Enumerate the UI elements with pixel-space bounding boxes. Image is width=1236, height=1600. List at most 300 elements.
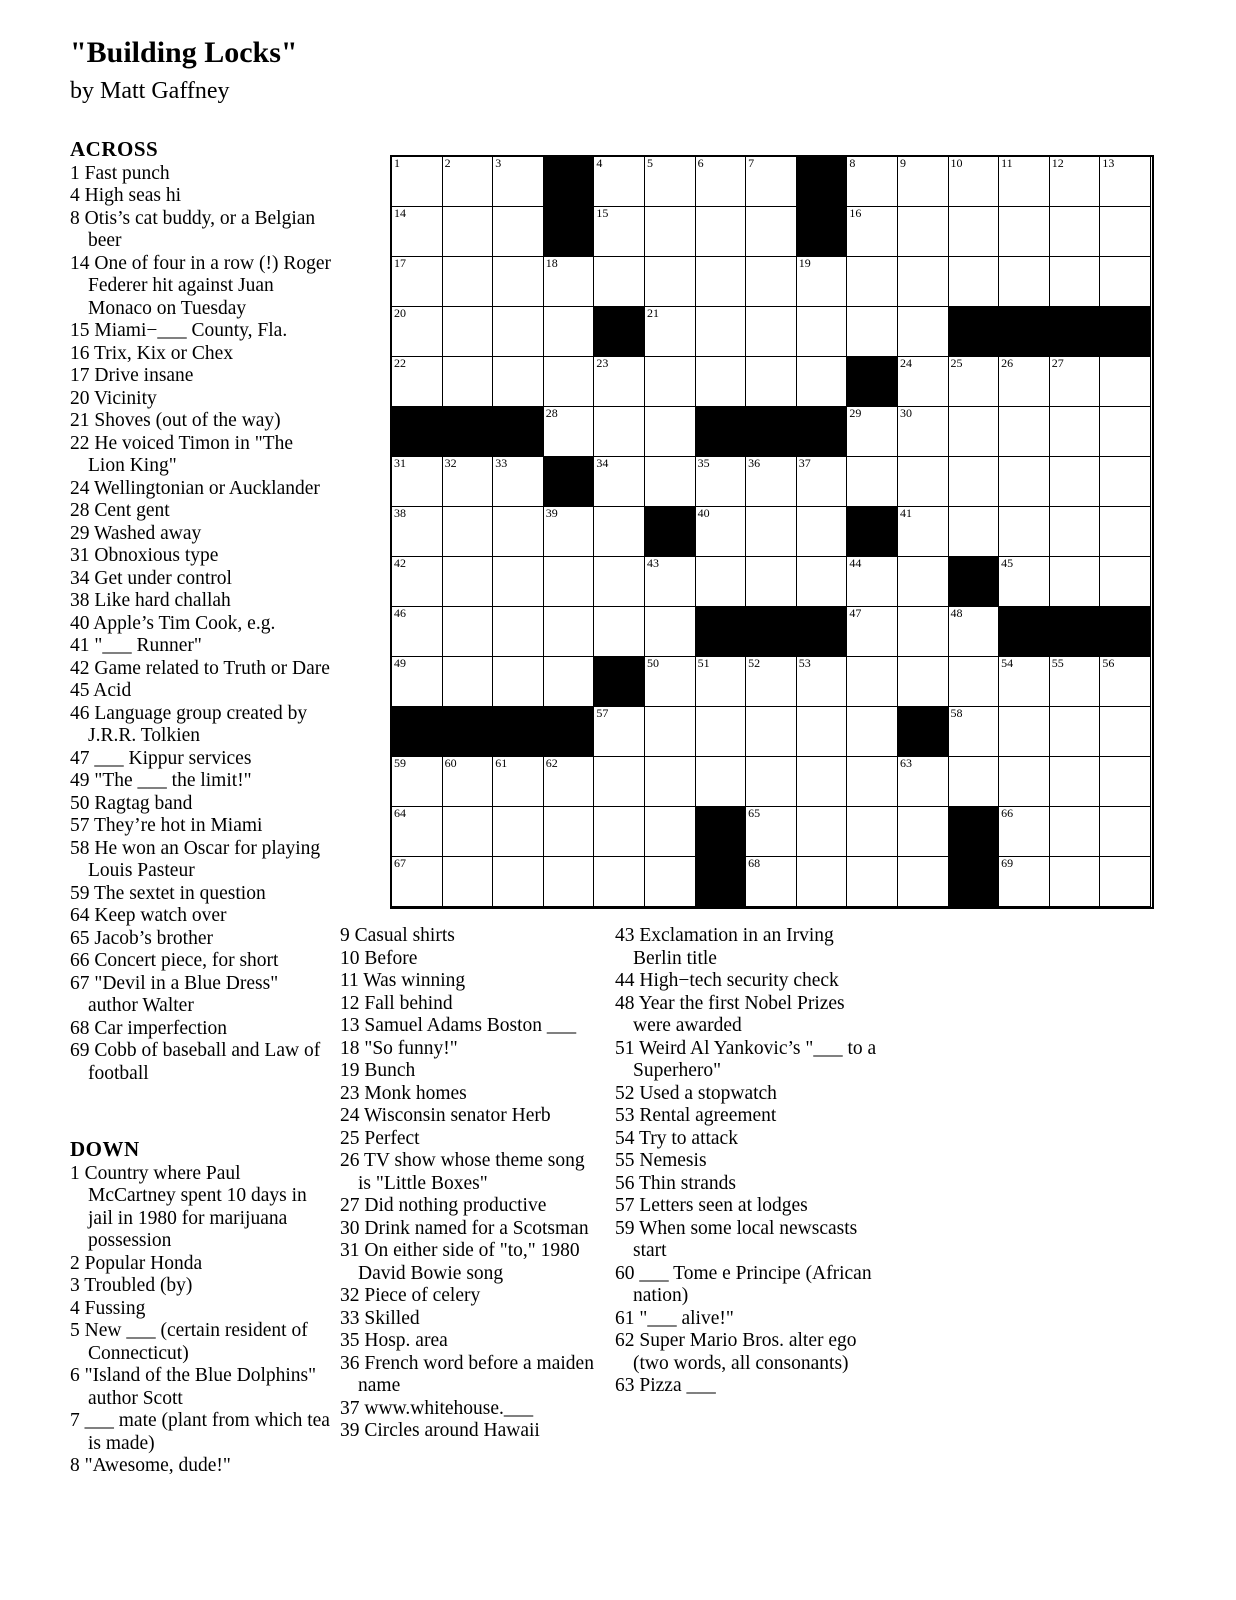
grid-cell-number: 61 — [495, 756, 508, 770]
clue-text: Exclamation in an Irving Berlin title — [633, 925, 834, 969]
clue-text: "Island of the Blue Dolphins" author Scott — [79, 1365, 317, 1409]
grid-cell[interactable] — [999, 357, 1050, 407]
grid-cell[interactable] — [797, 257, 848, 307]
grid-cell[interactable] — [898, 257, 949, 307]
grid-cell[interactable] — [1100, 407, 1151, 457]
grid-cell[interactable] — [645, 707, 696, 757]
grid-cell[interactable] — [1100, 457, 1151, 507]
grid-cell[interactable] — [797, 557, 848, 607]
grid-cell[interactable] — [594, 807, 645, 857]
clue-number: 39 — [340, 1420, 360, 1441]
clue-text: Drink named for a Scotsman — [359, 1217, 589, 1239]
grid-cell-block — [797, 157, 848, 207]
grid-cell[interactable] — [797, 807, 848, 857]
grid-cell[interactable] — [746, 357, 797, 407]
grid-cell-number: 19 — [798, 256, 811, 270]
grid-cell[interactable] — [847, 307, 898, 357]
grid-cell[interactable] — [696, 357, 747, 407]
grid-cell[interactable] — [1100, 557, 1151, 607]
grid-cell[interactable] — [746, 307, 797, 357]
grid-cell[interactable] — [493, 457, 544, 507]
grid-cell[interactable] — [1050, 257, 1101, 307]
grid-cell[interactable] — [746, 707, 797, 757]
grid-cell[interactable] — [645, 157, 696, 207]
grid-cell[interactable] — [696, 557, 747, 607]
clue-item — [340, 1060, 602, 1083]
grid-cell[interactable] — [949, 357, 1000, 407]
grid-cell[interactable] — [1100, 757, 1151, 807]
grid-cell[interactable] — [1100, 257, 1151, 307]
grid-cell[interactable] — [544, 607, 595, 657]
grid-cell[interactable] — [898, 807, 949, 857]
grid-cell[interactable] — [544, 757, 595, 807]
grid-cell[interactable] — [493, 257, 544, 307]
grid-cell[interactable] — [696, 757, 747, 807]
across-clue-list — [70, 163, 332, 1086]
grid-cell[interactable] — [1050, 657, 1101, 707]
grid-cell[interactable] — [847, 707, 898, 757]
grid-cell[interactable] — [392, 507, 443, 557]
clue-number: 68 — [70, 1017, 90, 1039]
grid-cell-number: 62 — [545, 756, 558, 770]
grid-cell[interactable] — [696, 207, 747, 257]
grid-cell-block — [949, 307, 1000, 357]
clue-item — [340, 925, 602, 948]
clue-item — [70, 770, 332, 793]
grid-cell[interactable] — [1100, 707, 1151, 757]
grid-cell[interactable] — [594, 157, 645, 207]
grid-cell[interactable] — [645, 857, 696, 907]
grid-cell[interactable] — [999, 757, 1050, 807]
grid-cell[interactable] — [898, 557, 949, 607]
grid-cell-block — [443, 407, 494, 457]
clue-item — [615, 1150, 887, 1173]
grid-cell[interactable] — [847, 807, 898, 857]
grid-cell[interactable] — [392, 307, 443, 357]
grid-cell[interactable] — [594, 507, 645, 557]
clue-item — [615, 1263, 887, 1308]
grid-cell[interactable] — [645, 407, 696, 457]
clue-text: They’re hot in Miami — [89, 815, 263, 836]
clue-number: 64 — [70, 905, 90, 926]
grid-cell[interactable] — [746, 757, 797, 807]
grid-cell[interactable] — [746, 857, 797, 907]
grid-cell[interactable] — [1050, 207, 1101, 257]
clue-text: High−tech security check — [634, 970, 839, 991]
grid-cell[interactable] — [999, 807, 1050, 857]
grid-cell[interactable] — [493, 657, 544, 707]
grid-cell[interactable] — [898, 607, 949, 657]
grid-cell[interactable] — [949, 707, 1000, 757]
clue-text: Circles around Hawaii — [359, 1420, 540, 1441]
grid-cell[interactable] — [443, 607, 494, 657]
grid-cell[interactable] — [594, 707, 645, 757]
grid-cell[interactable] — [645, 607, 696, 657]
grid-cell[interactable] — [645, 207, 696, 257]
grid-cell[interactable] — [949, 607, 1000, 657]
grid-cell[interactable] — [1050, 707, 1101, 757]
clue-number: 65 — [70, 927, 90, 949]
grid-cell[interactable] — [544, 257, 595, 307]
clue-number: 42 — [70, 657, 90, 679]
clue-number: 26 — [340, 1150, 360, 1171]
grid-cell[interactable] — [1050, 557, 1101, 607]
grid-cell[interactable] — [999, 457, 1050, 507]
clue-item — [70, 703, 332, 748]
grid-cell[interactable] — [392, 857, 443, 907]
grid-cell[interactable] — [797, 357, 848, 407]
clue-item — [70, 793, 332, 816]
grid-cell[interactable] — [594, 357, 645, 407]
grid-cell[interactable] — [746, 207, 797, 257]
grid-cell[interactable] — [847, 857, 898, 907]
grid-cell[interactable] — [443, 257, 494, 307]
grid-cell[interactable] — [443, 657, 494, 707]
grid-cell[interactable] — [493, 757, 544, 807]
grid-cell-number: 29 — [849, 406, 862, 420]
grid-cell[interactable] — [645, 557, 696, 607]
clue-text: Letters seen at lodges — [634, 1195, 808, 1216]
grid-cell[interactable] — [898, 357, 949, 407]
crossword-grid[interactable] — [390, 155, 1154, 909]
clue-number: 23 — [340, 1082, 360, 1104]
grid-cell-number: 39 — [545, 506, 558, 520]
clue-item — [70, 568, 332, 591]
grid-cell[interactable] — [493, 507, 544, 557]
grid-cell[interactable] — [999, 857, 1050, 907]
grid-cell[interactable] — [443, 857, 494, 907]
clue-text: Game related to Truth or Dare — [89, 657, 330, 679]
grid-cell[interactable] — [1050, 807, 1101, 857]
grid-cell[interactable] — [1050, 857, 1101, 907]
grid-cell[interactable] — [949, 657, 1000, 707]
clue-item — [70, 1320, 332, 1365]
grid-cell[interactable] — [847, 557, 898, 607]
grid-cell[interactable] — [999, 207, 1050, 257]
grid-cell-block — [645, 507, 696, 557]
grid-cell[interactable] — [797, 307, 848, 357]
clue-text: Keep watch over — [89, 905, 227, 926]
grid-cell[interactable] — [1050, 457, 1101, 507]
grid-cell[interactable] — [999, 407, 1050, 457]
grid-cell[interactable] — [544, 857, 595, 907]
grid-cell[interactable] — [847, 407, 898, 457]
grid-cell[interactable] — [797, 507, 848, 557]
clue-text: Piece of celery — [359, 1285, 481, 1306]
grid-cell[interactable] — [797, 707, 848, 757]
grid-cell[interactable] — [544, 557, 595, 607]
grid-cell[interactable] — [949, 207, 1000, 257]
grid-cell[interactable] — [594, 257, 645, 307]
grid-cell[interactable] — [392, 807, 443, 857]
grid-cell[interactable] — [1100, 807, 1151, 857]
grid-cell[interactable] — [443, 157, 494, 207]
clue-number: 57 — [615, 1195, 635, 1216]
clue-text: Try to attack — [634, 1127, 738, 1149]
clue-text: Wisconsin senator Herb — [359, 1105, 551, 1126]
clue-number: 31 — [340, 1240, 360, 1261]
grid-cell[interactable] — [443, 457, 494, 507]
clue-number: 41 — [70, 635, 90, 656]
grid-cell[interactable] — [898, 157, 949, 207]
grid-cell[interactable] — [443, 757, 494, 807]
grid-cell[interactable] — [645, 257, 696, 307]
clue-item — [615, 925, 887, 970]
grid-cell[interactable] — [797, 457, 848, 507]
grid-cell[interactable] — [898, 507, 949, 557]
grid-cell[interactable] — [1050, 157, 1101, 207]
grid-cell[interactable] — [544, 357, 595, 407]
grid-cell[interactable] — [392, 207, 443, 257]
grid-cell[interactable] — [493, 357, 544, 407]
grid-cell-number: 11 — [1001, 156, 1013, 170]
grid-cell-number: 50 — [646, 656, 659, 670]
clue-item — [340, 1285, 602, 1308]
grid-cell[interactable] — [493, 607, 544, 657]
grid-cell[interactable] — [949, 507, 1000, 557]
grid-cell-block — [594, 307, 645, 357]
grid-cell[interactable] — [392, 757, 443, 807]
grid-cell[interactable] — [797, 657, 848, 707]
grid-cell[interactable] — [645, 807, 696, 857]
grid-cell[interactable] — [443, 357, 494, 407]
grid-cell[interactable] — [696, 257, 747, 307]
clue-text: Monk homes — [359, 1082, 467, 1104]
grid-cell[interactable] — [898, 407, 949, 457]
down-clue-list-2 — [340, 925, 602, 1443]
grid-cell[interactable] — [898, 657, 949, 707]
grid-cell[interactable] — [392, 657, 443, 707]
grid-cell[interactable] — [999, 157, 1050, 207]
grid-cell-number: 42 — [394, 556, 406, 570]
clue-text: Fussing — [79, 1297, 146, 1319]
grid-cell[interactable] — [1050, 507, 1101, 557]
clue-number: 67 — [70, 972, 90, 994]
grid-cell[interactable] — [594, 407, 645, 457]
grid-cell[interactable] — [746, 507, 797, 557]
grid-cell[interactable] — [443, 307, 494, 357]
grid-cell[interactable] — [1100, 357, 1151, 407]
grid-cell[interactable] — [645, 357, 696, 407]
grid-cell[interactable] — [847, 257, 898, 307]
grid-cell[interactable] — [696, 307, 747, 357]
clue-text: Bunch — [359, 1060, 416, 1081]
clue-item — [340, 948, 602, 971]
grid-cell-number: 25 — [950, 356, 963, 370]
grid-cell[interactable] — [999, 657, 1050, 707]
grid-cell[interactable] — [847, 657, 898, 707]
grid-cell-number: 51 — [697, 656, 710, 670]
clue-item — [70, 635, 332, 658]
clue-number: 62 — [615, 1330, 635, 1351]
grid-cell[interactable] — [544, 807, 595, 857]
grid-cell[interactable] — [493, 557, 544, 607]
grid-cell[interactable] — [594, 557, 645, 607]
grid-cell-block — [847, 357, 898, 407]
grid-cell[interactable] — [999, 707, 1050, 757]
clue-number: 1 — [70, 1162, 80, 1184]
grid-cell-number: 67 — [394, 856, 406, 870]
grid-cell[interactable] — [898, 207, 949, 257]
grid-cell[interactable] — [493, 807, 544, 857]
grid-cell[interactable] — [544, 507, 595, 557]
clue-text: Language group created by J.R.R. Tolkien — [88, 702, 308, 746]
grid-cell[interactable] — [493, 307, 544, 357]
clue-number: 48 — [615, 992, 635, 1014]
clue-item — [340, 1105, 602, 1128]
grid-cell-number: 54 — [1001, 656, 1014, 670]
grid-cell[interactable] — [847, 457, 898, 507]
grid-cell[interactable] — [696, 157, 747, 207]
grid-cell-block — [949, 557, 1000, 607]
grid-cell[interactable] — [847, 207, 898, 257]
grid-cell[interactable] — [493, 207, 544, 257]
clue-text: "Devil in a Blue Dress" author Walter — [88, 972, 279, 1016]
clue-text: Year the first Nobel Prizes were awarded — [633, 992, 845, 1036]
grid-cell-number: 49 — [394, 656, 406, 670]
grid-cell[interactable] — [594, 857, 645, 907]
grid-cell-block — [1050, 307, 1101, 357]
grid-cell[interactable] — [847, 157, 898, 207]
grid-cell-block — [443, 707, 494, 757]
grid-cell[interactable] — [999, 557, 1050, 607]
grid-cell[interactable] — [746, 557, 797, 607]
grid-cell[interactable] — [898, 457, 949, 507]
grid-cell[interactable] — [1050, 357, 1101, 407]
grid-cell-number: 10 — [950, 156, 963, 170]
clue-number: 24 — [70, 477, 90, 499]
grid-cell[interactable] — [443, 507, 494, 557]
clue-number: 4 — [70, 1297, 80, 1319]
clue-number: 55 — [615, 1150, 635, 1171]
grid-cell-number: 56 — [1102, 656, 1115, 670]
grid-cell[interactable] — [493, 157, 544, 207]
clue-item — [615, 1038, 887, 1083]
clue-text: On either side of "to," 1980 David Bowie song — [358, 1240, 580, 1284]
grid-cell[interactable] — [1100, 507, 1151, 557]
grid-cell[interactable] — [493, 857, 544, 907]
clue-text: When some local newscasts start — [633, 1217, 858, 1261]
grid-cell[interactable] — [544, 307, 595, 357]
grid-cell[interactable] — [847, 757, 898, 807]
grid-cell-number: 23 — [596, 356, 609, 370]
grid-cell[interactable] — [746, 457, 797, 507]
grid-cell[interactable] — [898, 307, 949, 357]
grid-cell[interactable] — [645, 307, 696, 357]
grid-cell[interactable] — [443, 207, 494, 257]
clue-text: He won an Oscar for playing Louis Pasteur — [88, 837, 321, 881]
grid-cell[interactable] — [746, 157, 797, 207]
grid-cell[interactable] — [645, 657, 696, 707]
grid-cell[interactable] — [392, 357, 443, 407]
clue-text: ___ mate (plant from which tea is made) — [79, 1410, 330, 1454]
clue-text: ___ Kippur services — [89, 747, 252, 769]
grid-cell[interactable] — [594, 607, 645, 657]
clue-text: TV show whose theme song is "Little Boxes" — [358, 1150, 585, 1194]
grid-cell[interactable] — [696, 507, 747, 557]
grid-cell[interactable] — [847, 607, 898, 657]
grid-cell-number: 1 — [394, 156, 400, 170]
clue-item — [70, 500, 332, 523]
grid-cell[interactable] — [544, 407, 595, 457]
clue-number: 63 — [615, 1375, 635, 1396]
grid-cell[interactable] — [797, 757, 848, 807]
grid-cell[interactable] — [949, 157, 1000, 207]
grid-cell[interactable] — [645, 457, 696, 507]
grid-cell[interactable] — [746, 807, 797, 857]
clue-number: 52 — [615, 1082, 635, 1104]
grid-cell[interactable] — [443, 557, 494, 607]
clue-number: 37 — [340, 1397, 360, 1419]
grid-cell[interactable] — [392, 157, 443, 207]
grid-cell[interactable] — [1100, 857, 1151, 907]
grid-cell[interactable] — [696, 657, 747, 707]
clue-number: 24 — [340, 1105, 360, 1126]
grid-cell[interactable] — [594, 207, 645, 257]
clue-number: 56 — [615, 1172, 635, 1194]
grid-cell[interactable] — [696, 457, 747, 507]
grid-cell[interactable] — [696, 707, 747, 757]
grid-cell[interactable] — [1050, 757, 1101, 807]
grid-cell[interactable] — [1050, 407, 1101, 457]
grid-cell[interactable] — [898, 857, 949, 907]
grid-cell[interactable] — [392, 457, 443, 507]
grid-cell[interactable] — [392, 607, 443, 657]
clue-number: 27 — [340, 1195, 360, 1216]
grid-cell[interactable] — [594, 757, 645, 807]
grid-cell[interactable] — [392, 557, 443, 607]
grid-cell-number: 69 — [1001, 856, 1014, 870]
clue-number: 19 — [340, 1060, 360, 1081]
grid-cell[interactable] — [949, 407, 1000, 457]
grid-cell[interactable] — [999, 507, 1050, 557]
grid-cell-block — [544, 707, 595, 757]
grid-cell[interactable] — [1100, 157, 1151, 207]
down-clue-column-1 — [70, 1138, 332, 1478]
clue-text: Was winning — [358, 970, 466, 991]
clue-text: "___ alive!" — [634, 1307, 734, 1329]
clue-number: 6 — [70, 1365, 80, 1386]
grid-cell[interactable] — [1100, 207, 1151, 257]
grid-cell[interactable] — [746, 657, 797, 707]
clue-number: 28 — [70, 500, 90, 521]
page-title: "Building Locks" — [70, 36, 298, 69]
clue-text: Like hard challah — [89, 590, 231, 611]
grid-cell[interactable] — [544, 657, 595, 707]
grid-cell-number: 57 — [596, 706, 609, 720]
clue-number: 31 — [70, 545, 90, 566]
down-clue-list-3 — [615, 925, 887, 1398]
clue-number: 2 — [70, 1252, 80, 1274]
grid-cell[interactable] — [949, 257, 1000, 307]
grid-cell[interactable] — [999, 257, 1050, 307]
grid-cell[interactable] — [645, 757, 696, 807]
grid-cell[interactable] — [949, 757, 1000, 807]
grid-cell[interactable] — [1100, 657, 1151, 707]
clue-text: "___ Runner" — [89, 635, 202, 656]
clue-item — [70, 1455, 332, 1478]
clue-text: Skilled — [359, 1307, 420, 1329]
grid-cell[interactable] — [797, 857, 848, 907]
grid-cell[interactable] — [746, 257, 797, 307]
clue-text: Vicinity — [89, 387, 157, 409]
clue-item — [70, 928, 332, 951]
grid-cell[interactable] — [949, 457, 1000, 507]
grid-cell[interactable] — [392, 257, 443, 307]
grid-cell[interactable] — [443, 807, 494, 857]
grid-cell[interactable] — [594, 457, 645, 507]
grid-cell[interactable] — [898, 757, 949, 807]
